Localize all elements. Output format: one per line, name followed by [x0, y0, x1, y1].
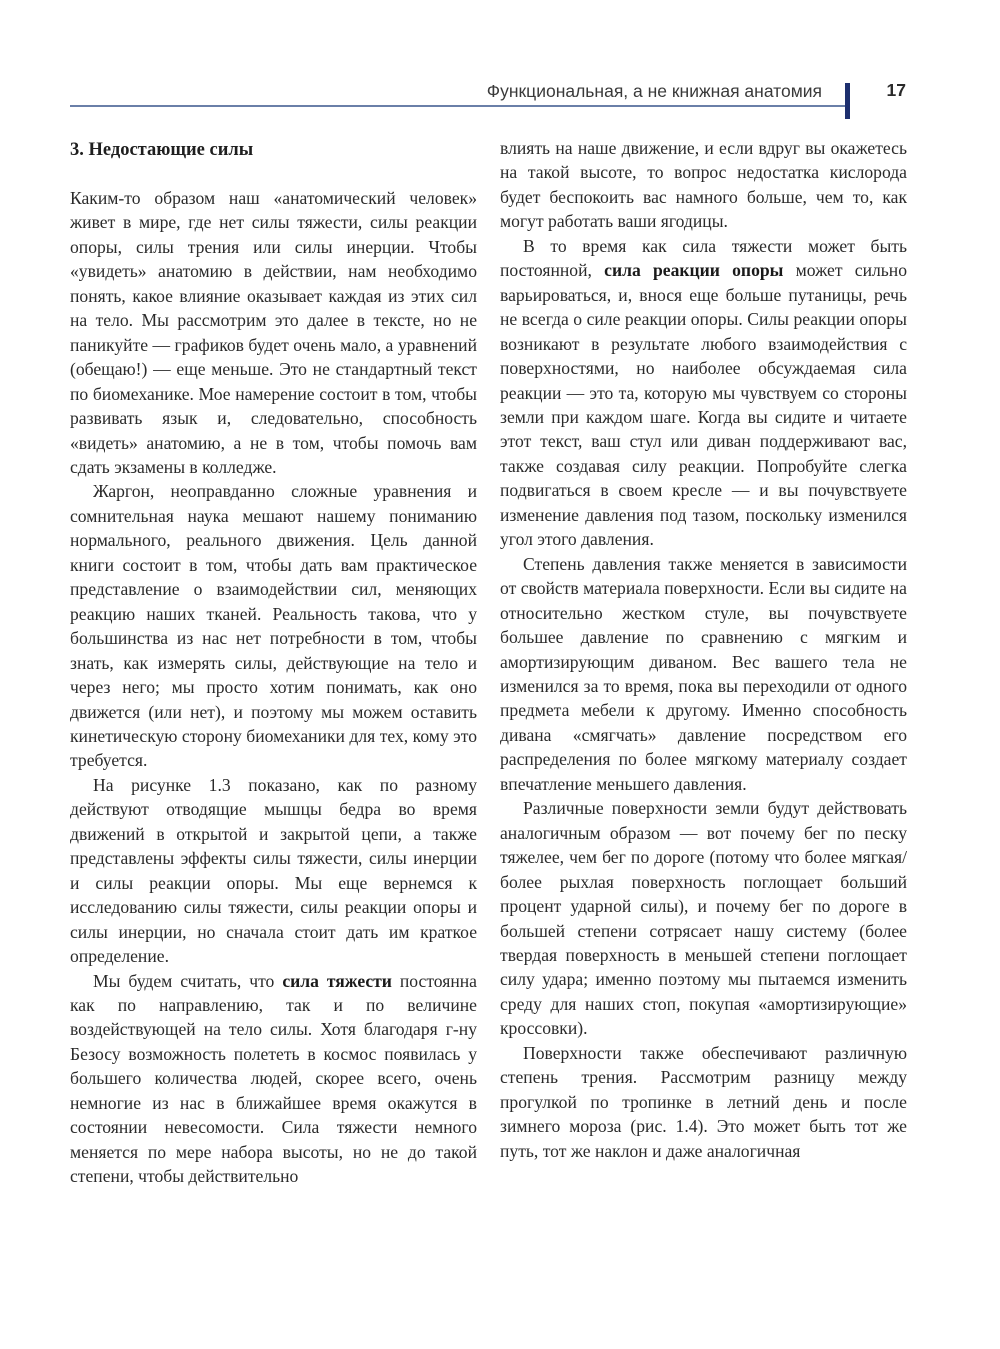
running-header [70, 78, 910, 108]
paragraph: Каким-то образом наш «анатомический человек» живет в мире, где нет силы тяжести, силы реакции опоры, силы трения или силы инерции. Чтобы «увидеть» анатомию в действии, нам необходимо понять, какое влияние оказывает каждая из этих сил на тело. Мы рассмотрим это далее в тексте, но не паникуйте — графиков будет очень мало, а уравнений (обещаю!) — еще меньше. Это не стандартный текст по биомеханике. Мое намерение состоит в том, чтобы развивать язык и, следовательно, способность «видеть» анатомию, а не в том, чтобы помочь вам сдать экзамены в колледже. [70, 188, 477, 477]
text-run: Мы будем считать, что [93, 970, 283, 991]
running-header-title: Функциональная, а не книжная анатомия [486, 81, 822, 101]
text-run: В то время как сила тяжести может быть постоянной, [500, 235, 907, 281]
paragraph: Жаргон, неоправданно сложные уравнения и сомнительная наука мешают нашему пониманию нормального, реального движения. Цель данной книги состоит в том, чтобы дать вам практическое представление о взаимодействии сил, меняющих реакцию наших тканей. Реальность такова, что у большинства из нас нет потребности в том, чтобы знать, как измерять силы, действующие на тело и через него; мы просто хотим понимать, как оно движется (или нет), и поэтому мы можем оставить кинетическую сторону биомеханики для тех, кому это требуется. [70, 481, 477, 771]
text-run: может сильно варьироваться, и, внося еще больше путаницы, речь не всегда о силе реакции опоры. Силы реакции опоры возникают в результате любого взаимодействия с поверхностями, но наиболее обсуждаемая сила реакции — это та, которую мы чувствуем со стороны земли при каждом шаге. Когда вы сидите и читаете этот текст, ваш стул или диван поддерживают вас, также создавая силу реакции. Попробуйте слегка подвигаться в своем кресле — и вы почувствуете изменение давления под тазом, поскольку изменился угол этого давления. [500, 260, 908, 550]
page-number: 17 [886, 80, 906, 100]
paragraph [70, 969, 477, 1189]
text-run: постоянна как по направлению, так и по величине воздействующей на тело силы. Хотя благодаря г-ну Безосу возможность полететь в космос появилась у большего количества людей, скорее всего, очень немногие из нас в ближайшее время окажутся в состоянии невесомости. Сила тяжести немного меняется по мере набора высоты, но не до такой степени, чтобы действительно [70, 970, 477, 1187]
right-column [500, 136, 907, 1163]
paragraph: Различные поверхности земли будут действовать аналогичным образом — вот почему бег по песку тяжелее, чем бег по дороге (потому что более мягкая/более рыхлая поверхность поглощает больший процент ударной силы), и почему бег по дороге в большей степени сотрясает нашу систему (более твердая поверхность в меньшей степени поглощает силу удара; именно поэтому мы пытаемся изменить среду для наших стоп, покупая «амортизирующие» кроссовки). [500, 798, 907, 1039]
paragraph [500, 234, 907, 552]
header-mark [845, 83, 850, 119]
section-heading: 3. Недостающие силы [70, 140, 254, 160]
left-column [70, 136, 477, 1189]
header-rule [70, 105, 846, 107]
bold-term-ground-reaction: сила реакции опоры [604, 260, 784, 281]
paragraph: влиять на наше движение, и если вдруг вы окажетесь на такой высоте, то вопрос недостатка кислорода будет беспокоить вас намного больше, чем то, как могут работать ваши ягодицы. [500, 138, 907, 232]
paragraph: На рисунке 1.3 показано, как по разному действуют отводящие мышцы бедра во время движений в открытой и закрытой цепи, а также представлены эффекты силы тяжести, силы инерции и силы реакции опоры. Мы еще вернемся к исследованию силы тяжести, силы реакции опоры и силы инерции, но сначала стоит дать им краткое определение. [70, 774, 477, 967]
paragraph: Степень давления также меняется в зависимости от свойств материала поверхности. Если вы сидите на относительно жестком стуле, вы почувствуете большее давление по сравнению с мягким и амортизирующим диваном. Вес вашего тела не изменился за то время, пока вы переходили от одного предмета мебели к другому. Именно способность дивана «смягчать» давление посредством его распределения по более мягкому материалу создает впечатление меньшего давления. [500, 553, 907, 794]
bold-term-gravity: сила тяжести [282, 970, 392, 991]
paragraph: Поверхности также обеспечивают различную степень трения. Рассмотрим разницу между прогулкой по тропинке в летний день и после зимнего мороза (рис. 1.4). Это может быть тот же путь, тот же наклон и даже аналогичная [500, 1042, 907, 1161]
